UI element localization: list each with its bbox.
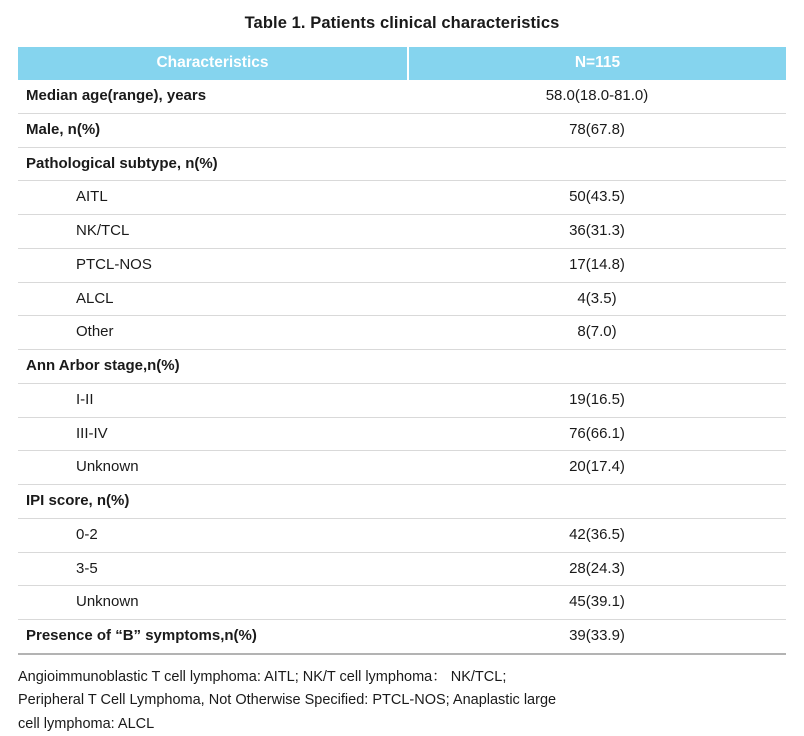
- row-value: 58.0(18.0-81.0): [408, 80, 786, 113]
- table-row: [18, 451, 786, 485]
- row-value: 45(39.1): [408, 586, 786, 620]
- table-row: [18, 518, 786, 552]
- row-label: IPI score, n(%): [18, 485, 408, 519]
- row-value: 78(67.8): [408, 113, 786, 147]
- row-label: 0-2: [18, 518, 408, 552]
- row-value: 4(3.5): [408, 282, 786, 316]
- column-header-n: N=115: [408, 47, 786, 80]
- row-label: ALCL: [18, 282, 408, 316]
- footnote-line-1: Angioimmunoblastic T cell lymphoma: AITL; NK/T cell lymphoma： NK/TCL;: [18, 668, 507, 685]
- row-value: 19(16.5): [408, 383, 786, 417]
- row-value: [408, 350, 786, 384]
- table-header-row: [18, 47, 786, 80]
- row-value: [408, 147, 786, 181]
- table-row: [18, 350, 786, 384]
- row-label: Male, n(%): [18, 113, 408, 147]
- row-label: Presence of “B” symptoms,n(%): [18, 620, 408, 654]
- table-row: [18, 80, 786, 113]
- row-value: 39(33.9): [408, 620, 786, 654]
- table-row: [18, 485, 786, 519]
- row-label: Pathological subtype, n(%): [18, 147, 408, 181]
- table-footnote: [18, 666, 786, 736]
- table-row: [18, 316, 786, 350]
- row-label: NK/TCL: [18, 215, 408, 249]
- table-row: [18, 552, 786, 586]
- row-label: III-IV: [18, 417, 408, 451]
- row-value: 8(7.0): [408, 316, 786, 350]
- row-value: 76(66.1): [408, 417, 786, 451]
- table-row: [18, 586, 786, 620]
- table-row: [18, 147, 786, 181]
- table-row: [18, 215, 786, 249]
- row-label: PTCL-NOS: [18, 248, 408, 282]
- row-value: 50(43.5): [408, 181, 786, 215]
- row-value: 42(36.5): [408, 518, 786, 552]
- row-value: 36(31.3): [408, 215, 786, 249]
- table-row: [18, 248, 786, 282]
- footnote-line-2: Peripheral T Cell Lymphoma, Not Otherwise Specified: PTCL-NOS; Anaplastic large: [18, 692, 557, 709]
- table-row: [18, 113, 786, 147]
- row-value: 28(24.3): [408, 552, 786, 586]
- row-label: Unknown: [18, 586, 408, 620]
- column-header-characteristics: Characteristics: [18, 47, 408, 80]
- row-value: 17(14.8): [408, 248, 786, 282]
- table-row: [18, 181, 786, 215]
- table-row: [18, 282, 786, 316]
- row-label: Unknown: [18, 451, 408, 485]
- row-label: 3-5: [18, 552, 408, 586]
- row-label: AITL: [18, 181, 408, 215]
- row-label: Median age(range), years: [18, 80, 408, 113]
- table-body: [18, 80, 786, 654]
- table-title: Table 1. Patients clinical characteristics: [244, 14, 560, 32]
- row-label: Ann Arbor stage,n(%): [18, 350, 408, 384]
- table-header: [18, 47, 786, 80]
- clinical-characteristics-table: [18, 47, 786, 655]
- row-value: [408, 485, 786, 519]
- table-row: [18, 417, 786, 451]
- table-row: [18, 383, 786, 417]
- footnote-line-3: cell lymphoma: ALCL: [18, 715, 155, 732]
- row-value: 20(17.4): [408, 451, 786, 485]
- table-row: [18, 620, 786, 654]
- row-label: Other: [18, 316, 408, 350]
- row-label: I-II: [18, 383, 408, 417]
